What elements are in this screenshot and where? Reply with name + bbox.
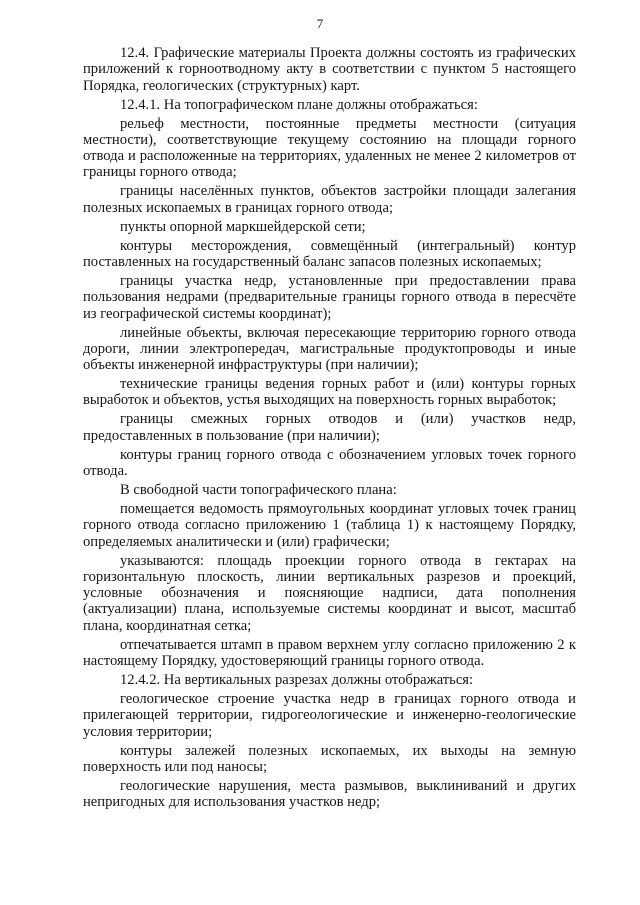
page-number: 7 <box>316 16 324 31</box>
paragraph-12-4-2-heading: 12.4.2. На вертикальных разрезах должны отображаться: <box>120 672 474 688</box>
list-item-technical-boundaries: технические границы ведения горных работ и (или) контуры горных выработок и объектов, устья выходящих на поверхность горных выработок; <box>83 376 576 409</box>
paragraph-free-area-heading: В свободной части топографического плана: <box>120 481 397 498</box>
list-item-coordinates-sheet: помещается ведомость прямоугольных координат угловых точек границ горного отвода согласно приложению 1 (таблица 1) к настоящему Порядку, определяемых аналитически и (или) графически; <box>83 500 576 550</box>
paragraph-12-4-1-heading: 12.4.1. На топографическом плане должны отображаться: <box>120 96 478 113</box>
list-item-deposit-contours: контуры месторождения, совмещённый (интегральный) контур поставленных на государственный баланс запасов полезных ископаемых; <box>83 237 576 270</box>
list-item-relief: рельеф местности, постоянные предметы местности (ситуация местности), соответствующие текущему состоянию на площади горного отвода и расположенные на территориях, удаленных не менее 2 километров от границы горного отвода; <box>83 115 576 181</box>
paragraph-12-4: 12.4. Графические материалы Проекта должны состоять из графических приложений к горноотводному акту в соответствии с пунктом 5 настоящего Порядка, геологических (структурных) карт. <box>83 45 576 94</box>
list-item-allotment-contours: контуры границ горного отвода с обозначением угловых точек горного отвода. <box>83 446 576 479</box>
list-item-geological-disturbances: геологические нарушения, места размывов, выклиниваний и других непригодных для использования участков недр; <box>83 777 576 811</box>
list-item-deposit-outcrops: контуры залежей полезных ископаемых, их выходы на земную поверхность или под наносы; <box>83 742 576 775</box>
list-item-geological-structure: геологическое строение участка недр в границах горного отвода и прилегающей территории, гидрогеологические и инженерно-геологические условия территории; <box>83 690 576 740</box>
list-item-settlement-boundaries: границы населённых пунктов, объектов застройки площади залегания полезных ископаемых в границах горного отвода; <box>83 183 576 216</box>
document-body <box>83 45 576 813</box>
list-item-linear-objects: линейные объекты, включая пересекающие территорию горного отвода дороги, линии электропередач, магистральные продуктопроводы и иные объекты инженерной инфраструктуры (при наличии); <box>83 324 576 374</box>
list-item-indicated-items: указываются: площадь проекции горного отвода в гектарах на горизонтальную плоскость, линии вертикальных разрезов и проекций, условные обозначения и поясняющие надписи, дата пополнения (актуализации) плана, используемые системы координат и высот, масштаб плана, координатная сетка; <box>83 552 576 634</box>
list-item-adjacent-allotments: границы смежных горных отводов и (или) участков недр, предоставленных в пользование (при наличии); <box>83 411 576 444</box>
list-item-stamp: отпечатывается штамп в правом верхнем углу согласно приложению 2 к настоящему Порядку, удостоверяющий границы горного отвода. <box>83 636 576 670</box>
list-item-subsoil-boundaries: границы участка недр, установленные при предоставлении права пользования недрами (предварительные границы горного отвода в пересчёте из географической системы координат); <box>83 272 576 322</box>
list-item-survey-network: пункты опорной маркшейдерской сети; <box>120 218 366 235</box>
